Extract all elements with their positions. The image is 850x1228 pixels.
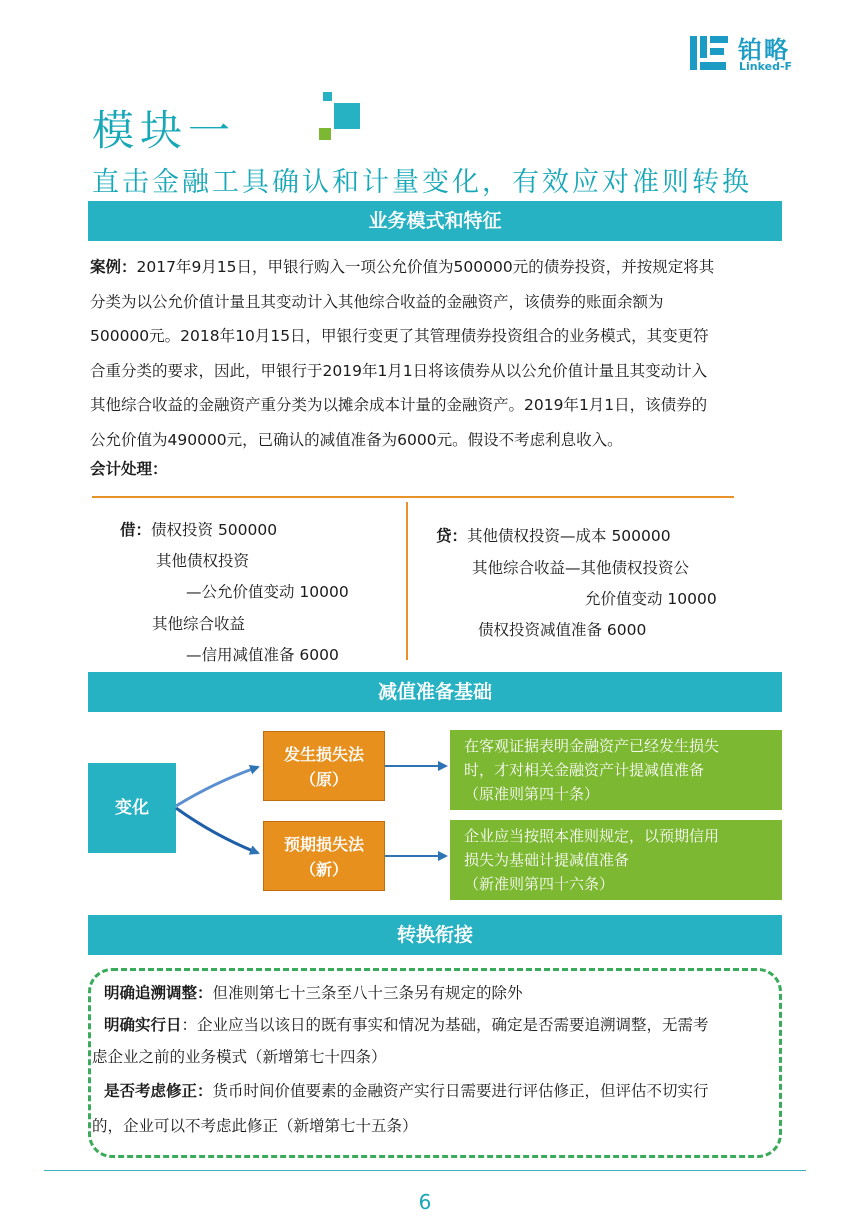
method-name: 预期损失法 [283, 835, 364, 854]
transition-text: ：企业应当以该日的既有事实和情况为基础，确定是否需要追溯调整，无需考 [181, 1016, 709, 1034]
case-label: 案例： [90, 258, 137, 276]
desc-line: （原准则第四十条） [464, 785, 600, 803]
transition-item [104, 1013, 709, 1035]
accounting-label: 会计处理： [90, 460, 168, 478]
transition-label: 明确实行日 [104, 1016, 182, 1034]
case-line: 分类为以公允价值计量且其变动计入其他综合收益的金融资产，该债券的账面余额为 [90, 292, 664, 311]
transition-text: 虑企业之前的业务模式（新增第七十四条） [92, 1048, 387, 1066]
section-bar-transition: 转换衔接 [88, 915, 782, 955]
transition-label: 是否考虑修正： [104, 1082, 213, 1100]
method-tag: （原） [299, 770, 348, 789]
footer-divider [44, 1170, 806, 1171]
desc-line: 损失为基础计提减值准备 [464, 851, 630, 869]
transition-item [104, 1079, 709, 1101]
credit-line: 债权投资减值准备 6000 [478, 621, 647, 639]
arrow-to-old-method [176, 767, 258, 806]
debit-line: 其他综合收益 [152, 615, 246, 633]
logo-subtext: Linked-F [739, 60, 793, 73]
module-title: 模块一 [92, 106, 237, 155]
module-subtitle: 直击金融工具确认和计量变化，有效应对准则转换 [92, 167, 752, 198]
method-box-expected-loss [263, 821, 385, 891]
change-box: 变化 [88, 763, 176, 853]
method-tag: （新） [299, 860, 348, 879]
case-line: 公允价值为490000元，已确认的减值准备为6000元。假设不考虑利息收入。 [90, 430, 623, 449]
desc-line: 在客观证据表明金融资产已经发生损失 [464, 737, 720, 755]
section-bar-business-model: 业务模式和特征 [88, 201, 782, 241]
debit-label: 借： [120, 521, 152, 539]
debit-line: 其他债权投资 [156, 552, 250, 570]
method-box-incurred-loss [263, 731, 385, 801]
debit-line: —信用减值准备 6000 [186, 646, 339, 664]
case-line: 其他综合收益的金融资产重分类为以摊余成本计量的金融资产。2019年1月1日，该债券的 [90, 396, 708, 414]
page-number: 6 [418, 1190, 432, 1214]
method-name: 发生损失法 [283, 745, 364, 764]
transition-label: 明确追溯调整： [104, 984, 213, 1002]
debit-line: 债权投资 500000 [151, 521, 278, 539]
transition-item [104, 981, 523, 1003]
credit-line: 其他综合收益—其他债权投资公 [472, 559, 690, 577]
desc-line: 企业应当按照本准则规定，以预期信用 [464, 827, 720, 845]
transition-text: 的，企业可以不考虑此修正（新增第七十五条） [92, 1117, 418, 1135]
description-box-old [450, 730, 782, 810]
credit-line: 允价值变动 10000 [585, 590, 717, 608]
debit-line: —公允价值变动 10000 [186, 583, 349, 601]
desc-line: （新准则第四十六条） [464, 875, 615, 893]
logo-text: 铂略 [738, 36, 790, 64]
credit-label: 贷： [436, 527, 468, 545]
credit-line: 其他债权投资—成本 500000 [467, 527, 671, 545]
description-box-new [450, 820, 782, 900]
transition-text: 但准则第七十三条至八十三条另有规定的除外 [212, 984, 523, 1002]
arrow-to-new-method [176, 808, 258, 853]
transition-text: 货币时间价值要素的金融资产实行日需要进行评估修正，但评估不切实行 [212, 1082, 709, 1100]
desc-line: 时，才对相关金融资产计提减值准备 [464, 761, 705, 779]
section-bar-impairment: 减值准备基础 [88, 672, 782, 712]
case-line: 500000元。2018年10月15日，甲银行变更了其管理债券投资组合的业务模式，其变更符 [90, 327, 709, 345]
case-line: 2017年9月15日，甲银行购入一项公允价值为500000元的债券投资，并按规定将其 [136, 258, 715, 276]
case-line: 合重分类的要求，因此，甲银行于2019年1月1日将该债券从以公允价值计量且其变动计入 [90, 361, 708, 380]
